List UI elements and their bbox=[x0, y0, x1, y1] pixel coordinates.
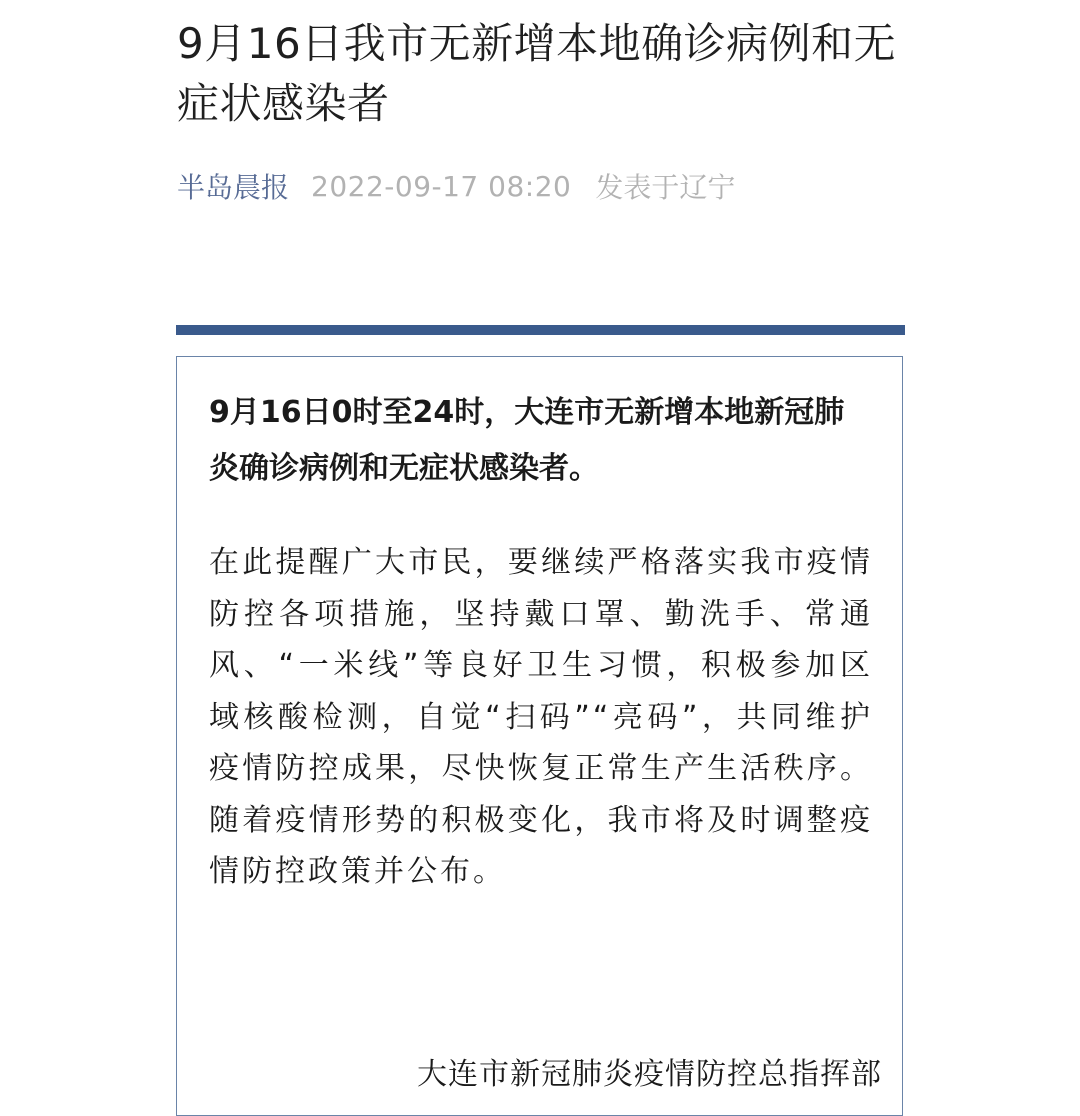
article-title: 9月16日我市无新增本地确诊病例和无症状感染者 bbox=[177, 19, 897, 128]
publish-location: 发表于辽宁 bbox=[595, 171, 736, 204]
section-divider-bar bbox=[176, 325, 905, 335]
article-meta bbox=[177, 164, 735, 208]
publish-date: 2022-09-17 08:20 bbox=[311, 169, 572, 203]
notice-box bbox=[176, 356, 903, 1116]
notice-body: 在此提醒广大市民，要继续严格落实我市疫情防控各项措施，坚持戴口罩、勤洗手、常通风、“一米线”等良好卫生习惯，积极参加区域核酸检测，自觉“扫码”“亮码”，共同维护疫情防控成果，尽快恢复正常生产生活秩序。随着疫情形势的积极变化，我市将及时调整疫情防控政策并公布。 bbox=[209, 545, 873, 889]
source-link[interactable]: 半岛晨报 bbox=[177, 171, 290, 204]
notice-headline: 9月16日0时至24时，大连市无新增本地新冠肺炎确诊病例和无症状感染者。 bbox=[209, 395, 845, 486]
notice-signature: 大连市新冠肺炎疫情防控总指挥部 bbox=[417, 1057, 882, 1092]
